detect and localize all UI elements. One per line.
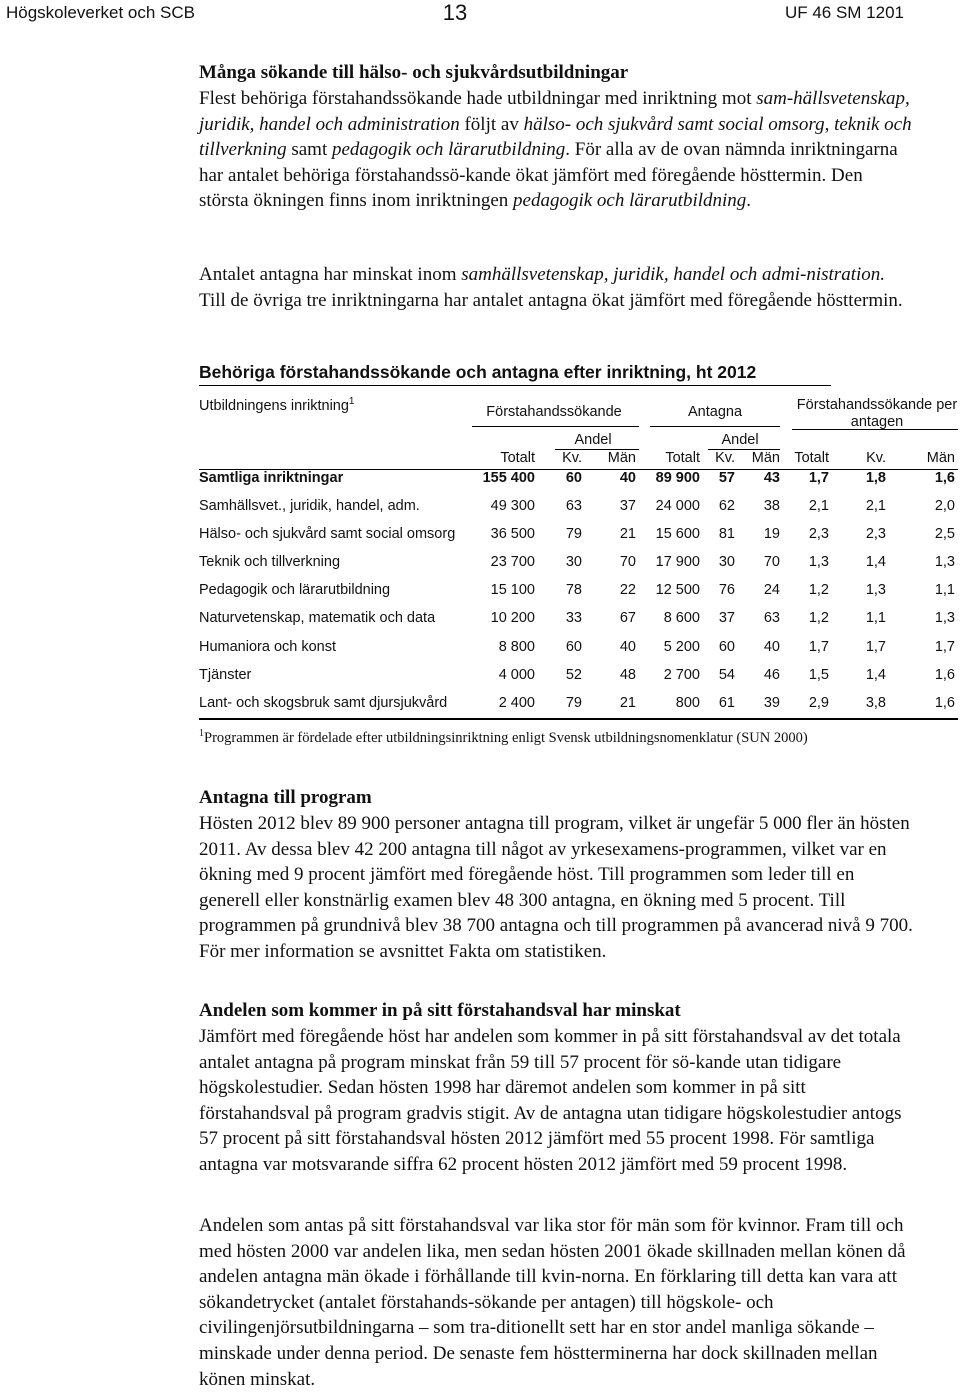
- table-cell: 54: [718, 667, 735, 683]
- table-cell: 1,7: [865, 639, 886, 655]
- table-cell: 1,1: [865, 610, 886, 626]
- table-cell: 21: [619, 526, 636, 542]
- col-header-3: Totalt: [665, 450, 700, 466]
- table-cell: 21: [619, 695, 636, 711]
- table-cell: 48: [619, 667, 636, 683]
- table-cell: 1,3: [808, 554, 829, 570]
- rule-sokande: [472, 426, 639, 427]
- table-cell: 62: [718, 498, 735, 514]
- table-cell: 1,4: [865, 554, 886, 570]
- table-cell: 37: [619, 498, 636, 514]
- table-cell: 4 000: [498, 667, 535, 683]
- section2-paragraph: Hösten 2012 blev 89 900 personer antagna till program, vilket är ungefär 5 000 fler än hösten 2011. Av dessa blev 42 200 antagna till något av yrkesexamens-programmen, vilket var en ökning med 9 procent jämfört med föregående höst. Till programmen som leder till en generell eller konstnärlig examen blev 48 300 antagna, en ökning med 5 procent. Till programmen på grundnivå blev 38 700 antagna och till programmen på avancerad nivå 9 700. För mer information se avsnittet Fakta om statistiken.: [199, 813, 913, 962]
- row-label: Tjänster: [199, 667, 252, 683]
- table-cell: 800: [675, 695, 700, 711]
- col-header-2: Män: [607, 450, 636, 466]
- table-cell: 15 100: [490, 582, 535, 598]
- table-cell: 30: [565, 554, 582, 570]
- table-cell: 79: [565, 526, 582, 542]
- table-cell: 60: [565, 639, 582, 655]
- table-cell: 2,3: [808, 526, 829, 542]
- table-cell: 52: [565, 667, 582, 683]
- header-publisher: Högskoleverket och SCB: [6, 3, 195, 22]
- table-cell: 40: [619, 470, 636, 486]
- table-cell: 1,6: [934, 667, 955, 683]
- table-cell: 1,2: [808, 582, 829, 598]
- table-cell: 37: [718, 610, 735, 626]
- table-cell: 24 000: [655, 498, 700, 514]
- table-cell: 1,8: [865, 470, 886, 486]
- rule-per-antagen: [792, 429, 958, 430]
- table-cell: 2 400: [498, 695, 535, 711]
- row-label: Lant- och skogsbruk samt djursjukvård: [199, 695, 448, 711]
- page-number: 13: [442, 0, 468, 25]
- col-header-0: Totalt: [500, 450, 535, 466]
- table-cell: 61: [718, 695, 735, 711]
- col-header-8: Män: [926, 450, 955, 466]
- table-cell: 1,4: [865, 667, 886, 683]
- table-cell: 67: [619, 610, 636, 626]
- col-header-1: Kv.: [562, 450, 582, 466]
- table-cell: 2,0: [934, 498, 955, 514]
- table-cell: 8 600: [663, 610, 700, 626]
- table-cell: 43: [763, 470, 780, 486]
- col-group-antagna: Antagna: [687, 404, 743, 420]
- table-bottom-rule: [199, 718, 958, 720]
- table-cell: 40: [763, 639, 780, 655]
- table-cell: 40: [619, 639, 636, 655]
- table-cell: 3,8: [865, 695, 886, 711]
- col-header-7: Kv.: [866, 450, 886, 466]
- section2-heading: Antagna till program: [199, 787, 372, 808]
- table-cell: 76: [718, 582, 735, 598]
- section1-paragraph-2: Antalet antagna har minskat inom samhällsvetenskap, juridik, handel och admi-nistration. Till de övriga tre inriktningarna har antalet antagna ökat jämfört med föregående hösttermin.: [199, 264, 903, 311]
- table-cell: 22: [619, 582, 636, 598]
- table-cell: 1,7: [808, 470, 829, 486]
- sub-andel-sokande: Andel: [574, 432, 612, 448]
- table-cell: 1,1: [934, 582, 955, 598]
- col-header-6: Totalt: [794, 450, 829, 466]
- table-cell: 5 200: [663, 639, 700, 655]
- table-cell: 2,3: [865, 526, 886, 542]
- table-cell: 60: [718, 639, 735, 655]
- table-cell: 36 500: [490, 526, 535, 542]
- table-cell: 1,6: [934, 695, 955, 711]
- row-label: Humaniora och konst: [199, 639, 337, 655]
- row-label: Pedagogik och lärarutbildning: [199, 582, 391, 598]
- table-cell: 2,1: [865, 498, 886, 514]
- table-cell: 70: [763, 554, 780, 570]
- section3-paragraph-2: Andelen som antas på sitt förstahandsval var lika stor för män som för kvinnor. Fram till och med hösten 2000 var andelen lika, men sedan hösten 2001 ökade skillnaden mellan könen då andelen antagna män ökade i förhållande till kvin-norna. En förklaring till detta kan vara att sökandetrycket (antalet förstahands-sökande per antagen) till högskole- och civilingenjörsutbildningarna – som tra-ditionellt sett har en stor andel manliga sökande – minskade under denna period. De senaste fem höstterminerna har dock skillnaden mellan könen minskat.: [199, 1215, 906, 1390]
- table-cell: 1,7: [808, 639, 829, 655]
- table-cell: 19: [763, 526, 780, 542]
- table-cell: 12 500: [655, 582, 700, 598]
- table-cell: 78: [565, 582, 582, 598]
- row-label: Hälso- och sjukvård samt social omsorg: [199, 526, 456, 542]
- table-cell: 10 200: [490, 610, 535, 626]
- table-cell: 1,6: [934, 470, 955, 486]
- table-cell: 1,7: [934, 639, 955, 655]
- col-group-sokande: Förstahandssökande: [486, 404, 622, 420]
- table-cell: 60: [565, 470, 582, 486]
- row-label: Naturvetenskap, matematik och data: [199, 610, 436, 626]
- table-cell: 155 400: [482, 470, 535, 486]
- table-title-rule: [199, 385, 831, 386]
- col-header-5: Män: [751, 450, 780, 466]
- table-cell: 38: [763, 498, 780, 514]
- table-cell: 1,5: [808, 667, 829, 683]
- row-label: Teknik och tillverkning: [199, 554, 341, 570]
- table-cell: 49 300: [490, 498, 535, 514]
- table-cell: 30: [718, 554, 735, 570]
- table-title: Behöriga förstahandssökande och antagna efter inriktning, ht 2012: [199, 362, 757, 382]
- sub-andel-antagna: Andel: [721, 432, 759, 448]
- table-cell: 1,2: [808, 610, 829, 626]
- table-cell: 79: [565, 695, 582, 711]
- table-cell: 15 600: [655, 526, 700, 542]
- table-cell: 46: [763, 667, 780, 683]
- table-cell: 2 700: [663, 667, 700, 683]
- table-cell: 89 900: [655, 470, 700, 486]
- table-cell: 17 900: [655, 554, 700, 570]
- col-header-inriktning: Utbildningens inriktning$^1$: [199, 396, 355, 414]
- table-footnote: $^1$Programmen är fördelade efter utbildningsinriktning enligt Svensk utbildningsnomenklatur (SUN 2000): [199, 728, 808, 746]
- table-cell: 63: [763, 610, 780, 626]
- row-label: Samtliga inriktningar: [199, 470, 344, 486]
- table-cell: 1,3: [934, 554, 955, 570]
- table-cell: 33: [565, 610, 582, 626]
- table-cell: 23 700: [490, 554, 535, 570]
- table-cell: 2,9: [808, 695, 829, 711]
- table-cell: 24: [763, 582, 780, 598]
- table-cell: 1,3: [934, 610, 955, 626]
- page-header: [0, 0, 960, 40]
- table-cell: 63: [565, 498, 582, 514]
- section1-paragraph-1: Flest behöriga förstahandssökande hade utbildningar med inriktning mot sam-hällsvetenskap, juridik, handel och administration följt av hälso- och sjukvård samt social omsorg, teknik och tillverkning samt pedagogik och lärarutbildning. För alla av de ovan nämnda inriktningarna har antalet behöriga förstahandssö-kande ökat jämfört med föregående hösttermin. Den största ökningen finns inom inriktningen pedagogik och lärarutbildning.: [199, 88, 912, 212]
- table-cell: 1,3: [865, 582, 886, 598]
- row-label: Samhällsvet., juridik, handel, adm.: [199, 498, 420, 514]
- table-cell: 2,5: [934, 526, 955, 542]
- table-cell: 81: [718, 526, 735, 542]
- header-report-id: UF 46 SM 1201: [784, 3, 904, 22]
- table-cell: 70: [619, 554, 636, 570]
- table-cell: 39: [763, 695, 780, 711]
- col-header-4: Kv.: [715, 450, 735, 466]
- table-cell: 8 800: [498, 639, 535, 655]
- section3-paragraph-1: Jämfört med föregående höst har andelen som kommer in på sitt förstahandsval av det totala antalet antagna på program minskat från 59 till 57 procent för sö-kande utan tidigare högskolestudier. Sedan hösten 1998 har däremot andelen som kommer in på sitt förstahandsval på program gradvis stigit. Av de antagna utan tidigare högskolestudier antogs 57 procent på sitt förstahandsval hösten 2012 jämfört med 55 procent 1998. För samtliga antagna var motsvarande siffra 62 procent hösten 2012 jämfört med 59 procent 1998.: [199, 1026, 902, 1175]
- table-cell: 57: [718, 470, 735, 486]
- section3-heading: Andelen som kommer in på sitt förstahandsval har minskat: [199, 1000, 681, 1021]
- col-group-per-antagen: Förstahandssökande per antagen: [796, 397, 958, 430]
- table-cell: 2,1: [808, 498, 829, 514]
- rule-antagna: [650, 426, 780, 427]
- section1-heading: Många sökande till hälso- och sjukvårdsutbildningar: [199, 62, 629, 83]
